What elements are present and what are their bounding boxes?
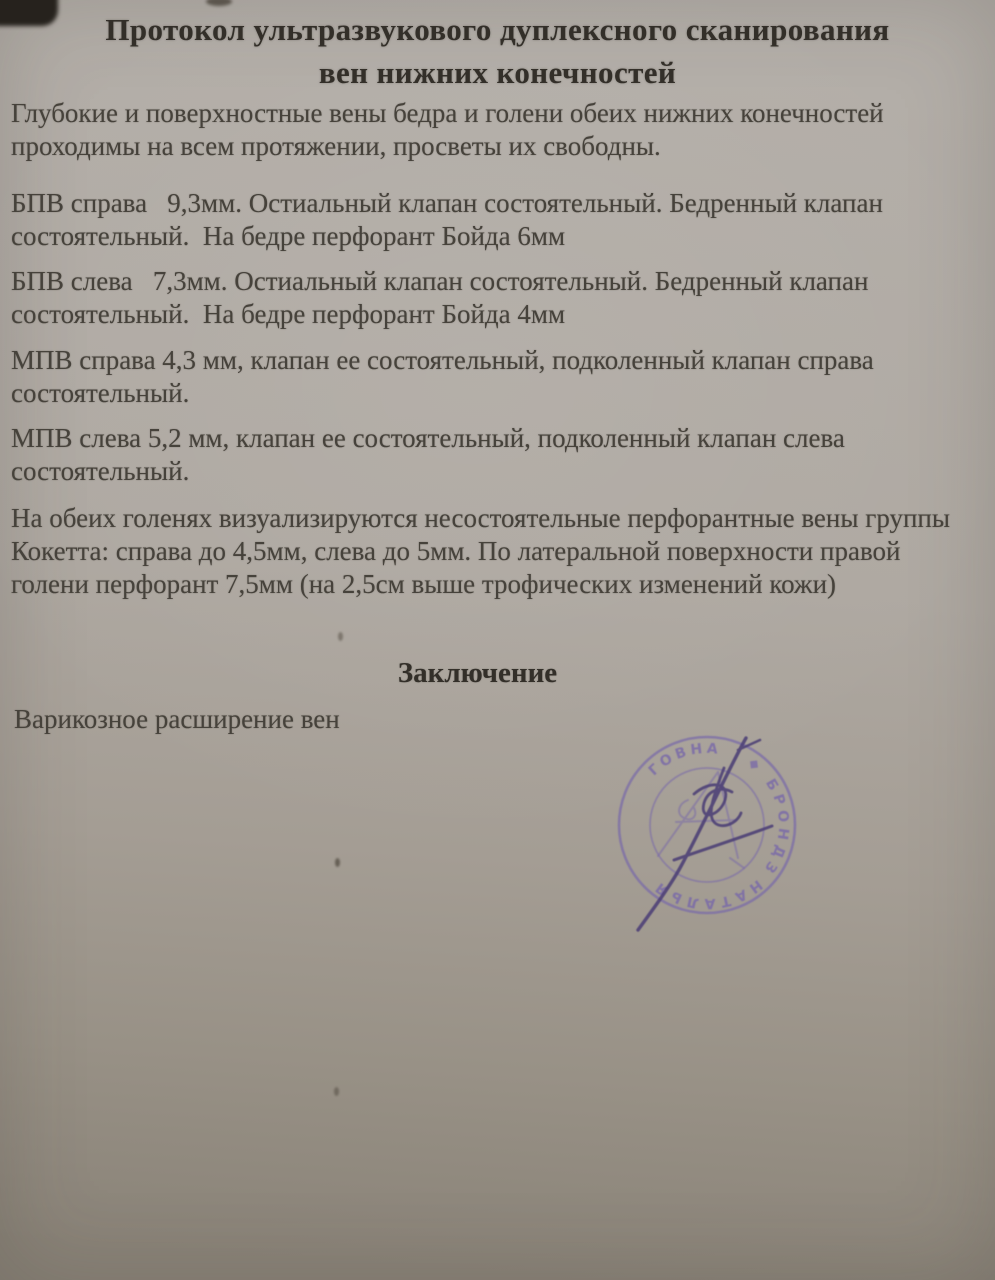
stamp-text-patronymic: ГОВНА: [645, 740, 723, 780]
paragraph-gsv-left: БПВ слева 7,3мм. Остиальный клапан состоятельный. Бедренный клапан состоятельный. На бедре перфорант Бойда 4мм: [11, 266, 876, 329]
conclusion-heading: Заключение: [397, 657, 558, 689]
photo-dust-speck: [338, 632, 343, 641]
paragraph-gsv-right: БПВ справа 9,3мм. Остиальный клапан состоятельный. Бедренный клапан состоятельный. На бедре перфорант Бойда 6мм: [11, 188, 890, 251]
paragraph-perforators: На обеих голенях визуализируются несостоятельные перфорантные вены группы Кокетта: справа до 4,5мм, слева до 5мм. По латеральной поверхности правой голени перфорант 7,5мм (на 2,5см выше трофических изменений кожи): [11, 503, 957, 599]
photo-dust-speck: [335, 858, 340, 867]
doctor-stamp: [588, 708, 828, 958]
page-title: [0, 8, 995, 94]
stamp-separator-icon: ◆: [745, 755, 763, 774]
paragraph-deep-veins: Глубокие и поверхностные вены бедра и голени обеих нижних конечностей проходимы на всем протяжении, просветы их свободны.: [11, 98, 891, 161]
stamp-rings: [619, 737, 795, 913]
photo-edge-mark: [206, 0, 232, 6]
conclusion-text: Варикозное расширение вен: [14, 704, 340, 734]
paragraph-ssv-right: МПВ справа 4,3 мм, клапан ее состоятельный, подколенный клапан справа состоятельный.: [11, 345, 881, 408]
paragraph-ssv-left: МПВ слева 5,2 мм, клапан ее состоятельный, подколенный клапан слева состоятельный.: [11, 423, 852, 486]
stamp-inner-monogram: [658, 772, 744, 868]
photo-dust-speck: [334, 1087, 339, 1096]
page-title-text: Протокол ультразвукового дуплексного сканирования вен нижних конечностей: [105, 12, 890, 90]
stamp-text-surname: БРОНДЗ: [758, 776, 792, 880]
stamp-text-firstname: НАТАЛЬЯ: [649, 876, 765, 912]
